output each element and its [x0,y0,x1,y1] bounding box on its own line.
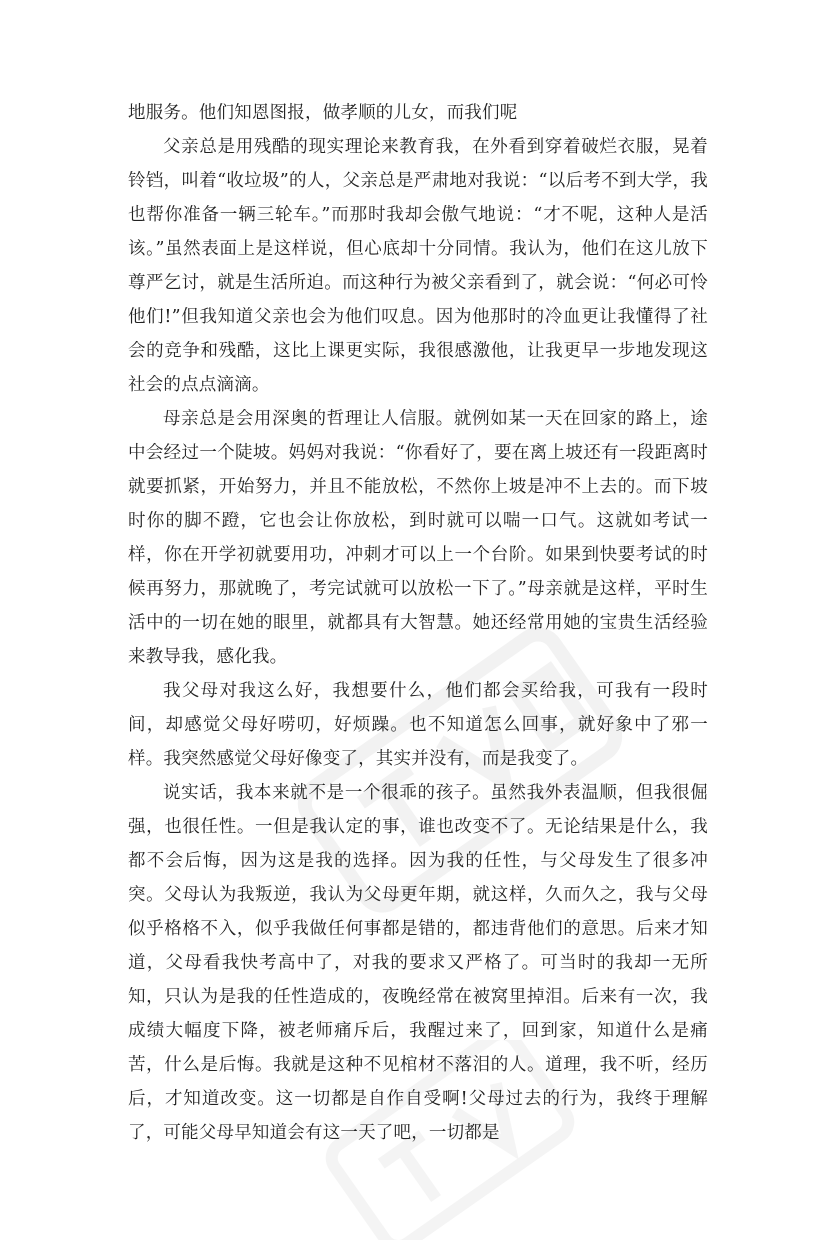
document-body [128,96,708,1150]
paragraph-continuation: 地服务。他们知恩图报，做孝顺的儿女，而我们呢 [128,103,518,123]
paragraph-confession: 说实话，我本来就不是一个很乖的孩子。虽然我外表温顺，但我很倔强，也很任性。一但是我认定的事，谁也改变不了。无论结果是什么，我都不会后悔，因为这是我的选择。因为我的任性，与父母发生了很多冲突。父母认为我叛逆，我认为父母更年期，就这样，久而久之，我与父母似乎格格不入，似乎我做任何事都是错的，都违背他们的意思。后来才知道，父母看我快考高中了，对我的要求又严格了。可当时的我却一无所知，只认为是我的任性造成的，夜晚经常在被窝里掉泪。后来有一次，我成绩大幅度下降，被老师痛斥后，我醒过来了，回到家，知道什么是痛苦，什么是后悔。我就是这种不见棺材不落泪的人。道理，我不听，经历后，才知道改变。这一切都是自作自受啊!父母过去的行为，我终于理解了，可能父母早知道会有这一天了吧，一切都是 [128,783,708,1143]
paragraph-parents-nagging: 我父母对我这么好，我想要什么，他们都会买给我，可我有一段时间，却感觉父母好唠叨，好烦躁。也不知道怎么回事，就好象中了邪一样。我突然感觉父母好像变了，其实并没有，而是我变了。 [128,681,708,769]
paragraph-father: 父亲总是用残酷的现实理论来教育我，在外看到穿着破烂衣服，晃着铃铛，叫着“收垃圾”的人，父亲总是严肃地对我说：“以后考不到大学，我也帮你准备一辆三轮车。”而那时我却会傲气地说：“才不呢，这种人是活该。”虽然表面上是这样说，但心底却十分同情。我认为，他们在这儿放下尊严乞讨，就是生活所迫。而这种行为被父亲看到了，就会说：“何必可怜他们!”但我知道父亲也会为他们叹息。因为他那时的冷血更让我懂得了社会的竞争和残酷，这比上课更实际，我很感激他，让我更早一步地发现这社会的点点滴滴。 [128,137,708,395]
paragraph-mother: 母亲总是会用深奥的哲理让人信服。就例如某一天在回家的路上，途中会经过一个陡坡。妈妈对我说：“你看好了，要在离上坡还有一段距离时就要抓紧，开始努力，并且不能放松，不然你上坡是冲不上去的。而下坡时你的脚不蹬，它也会让你放松，到时就可以喘一口气。这就如考试一样，你在开学初就要用功，冲刺才可以上一个台阶。如果到快要考试的时候再努力，那就晚了，考完试就可以放松一下了。”母亲就是这样，平时生活中的一切在她的眼里，就都具有大智慧。她还经常用她的宝贵生活经验来教导我，感化我。 [128,409,708,667]
